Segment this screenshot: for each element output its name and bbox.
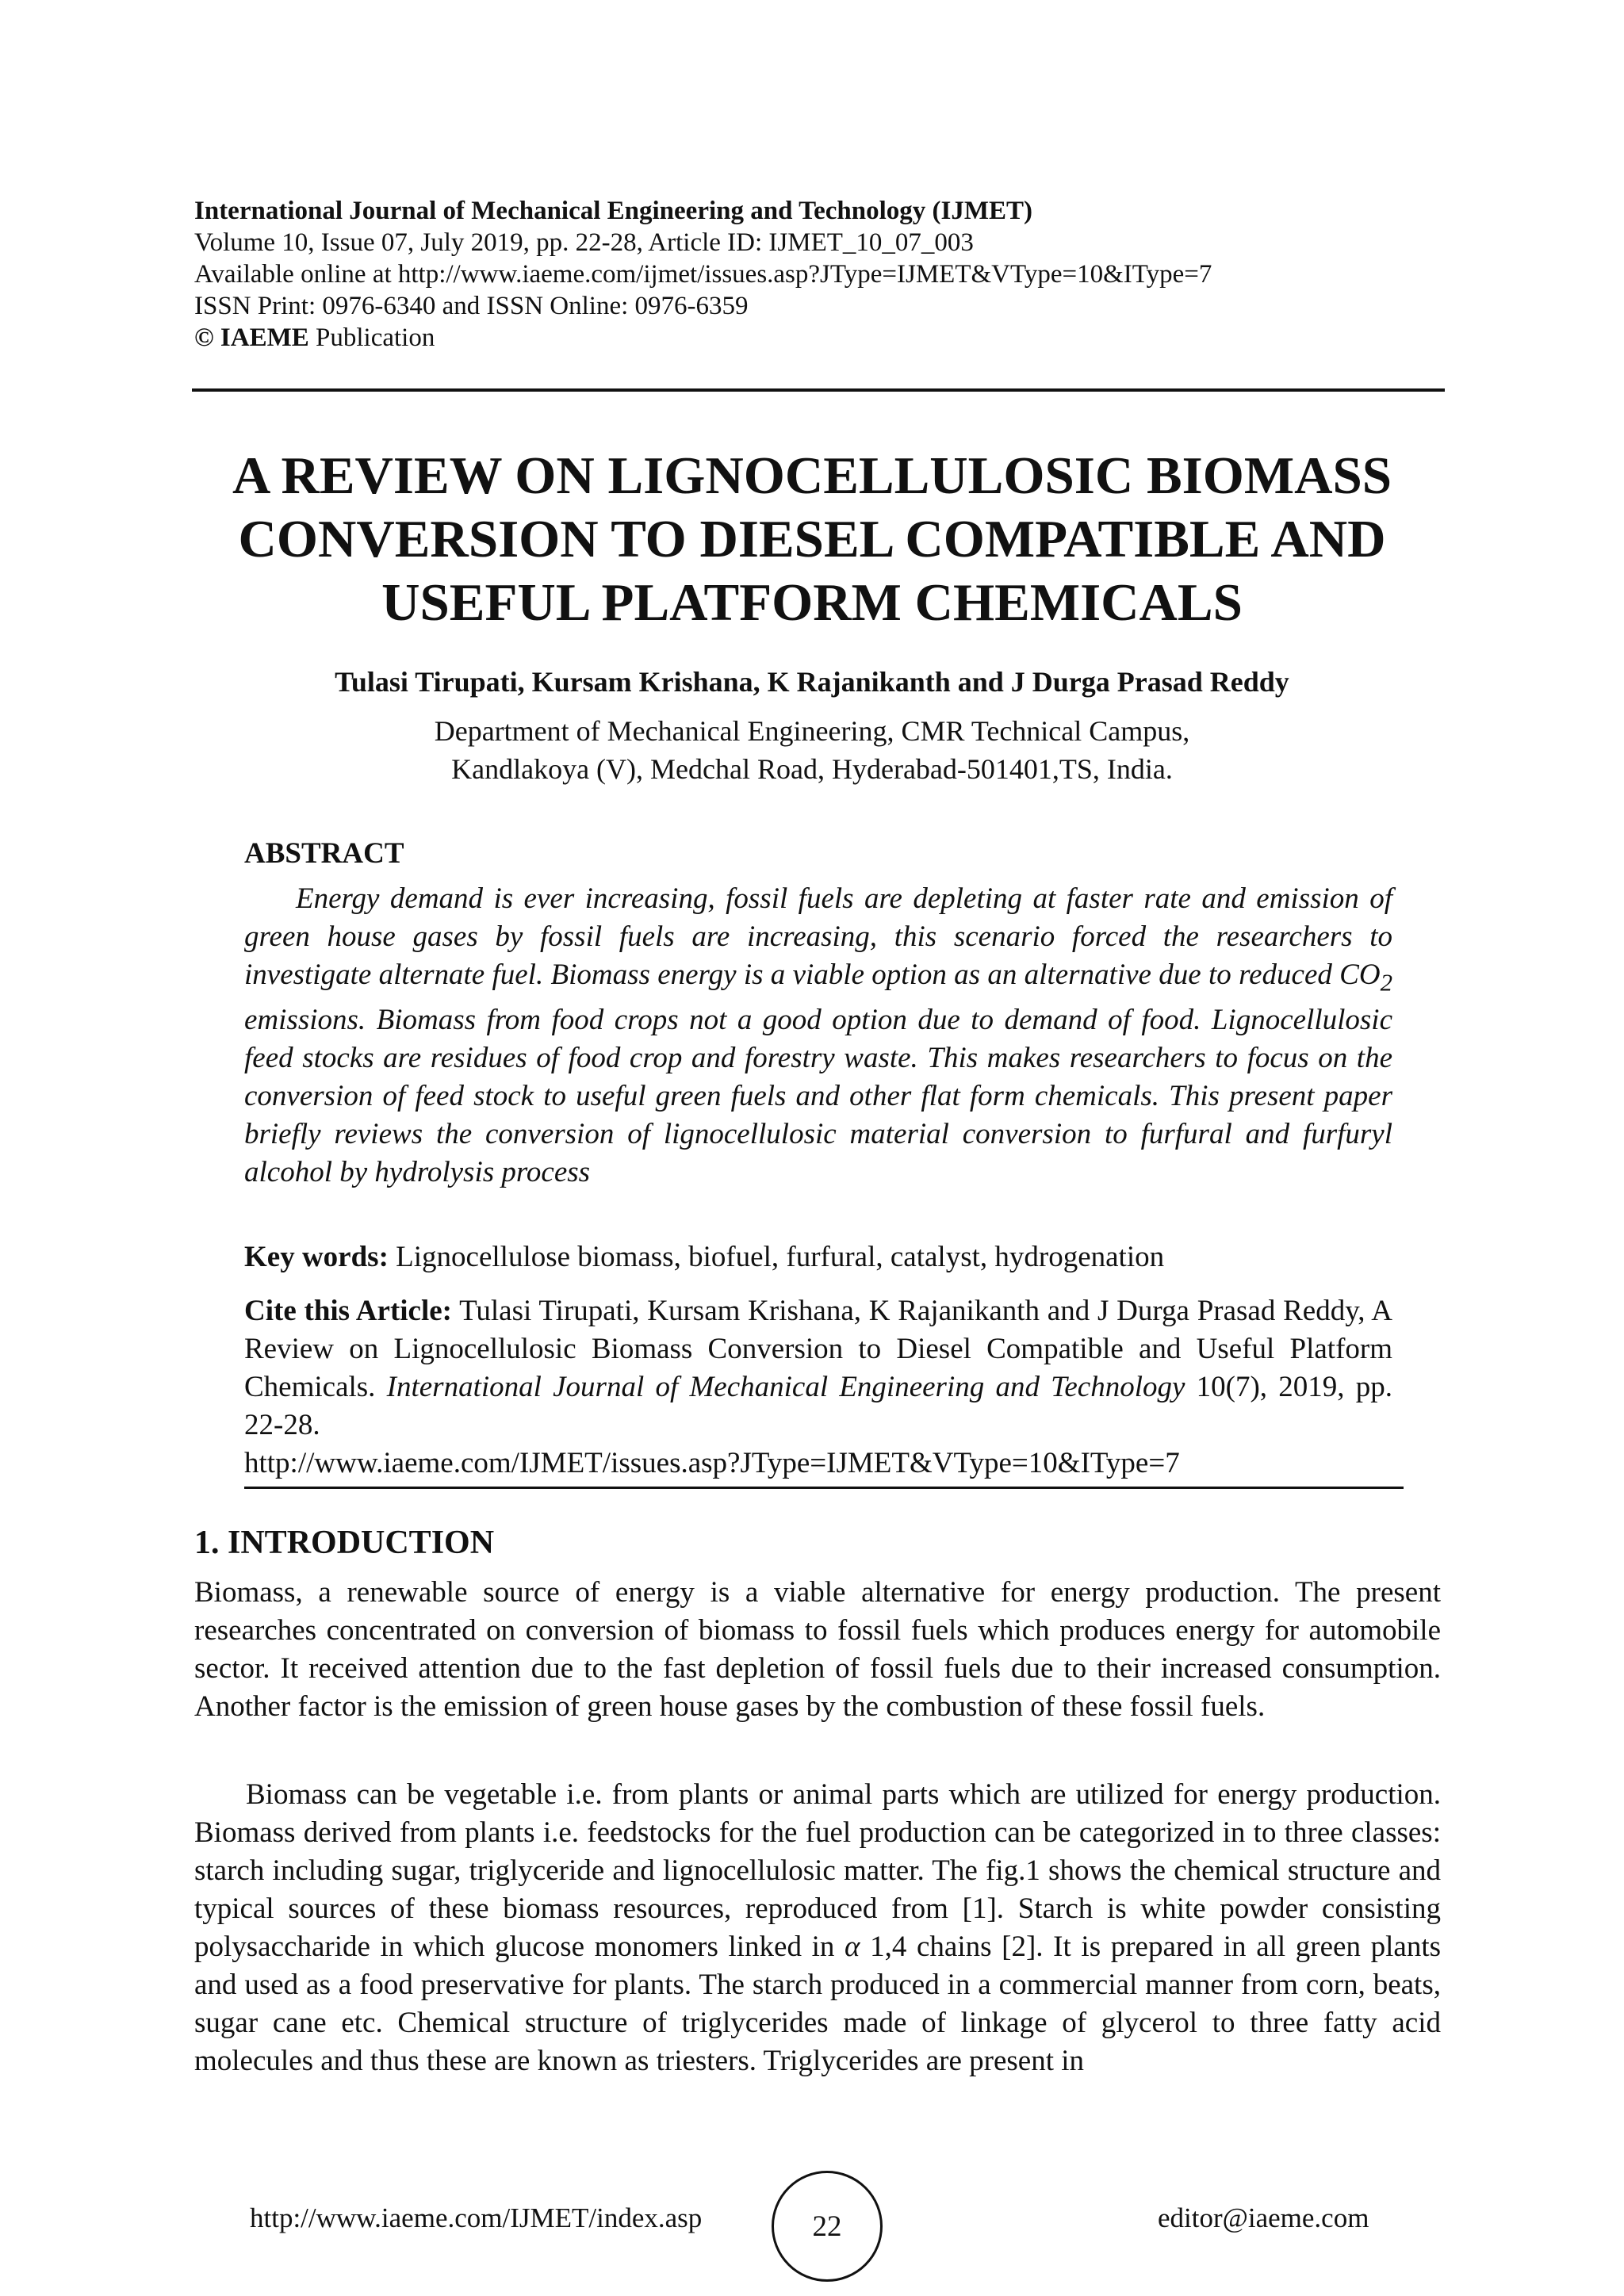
citation-label: Cite this Article:	[244, 1295, 452, 1327]
issn-info: ISSN Print: 0976-6340 and ISSN Online: 0976-6359	[194, 292, 749, 320]
affiliation-line-2: Kandlakoya (V), Medchal Road, Hyderabad-501401,TS, India.	[451, 753, 1173, 785]
abstract-text-part-2: emissions. Biomass from food crops not a good option due to demand of food. Lignocellulosic feed stocks are residues of food crop and forestry waste. This makes researchers to focus on the conversion of feed stock to useful green fuels and other flat form chemicals. This present paper briefly reviews the conversion of lignocellulosic material conversion to furfural and furfuryl alcohol by hydrolysis process	[244, 1004, 1392, 1189]
abstract-heading: ABSTRACT	[244, 837, 404, 870]
journal-name: International Journal of Mechanical Engineering and Technology (IJMET)	[194, 197, 1032, 225]
affiliation	[159, 712, 1465, 788]
publisher-mark: © IAEME	[194, 323, 309, 352]
page-number-circle	[772, 2171, 883, 2282]
citation-authors: Tulasi Tirupati, Kursam Krishana, K Rajanikanth and J Durga Prasad Reddy, A Review on Lignocellulosic Biomass Conversion to Diesel Compatible and Useful Platform Chemicals.	[244, 1295, 1392, 1403]
footer-journal-url[interactable]: http://www.iaeme.com/IJMET/index.asp	[250, 2202, 703, 2233]
journal-header	[194, 195, 1447, 354]
page-number: 22	[812, 2210, 842, 2243]
volume-info: Volume 10, Issue 07, July 2019, pp. 22-28, Article ID: IJMET_10_07_003	[194, 228, 974, 257]
keywords-text: Lignocellulose biomass, biofuel, furfural, catalyst, hydrogenation	[388, 1241, 1165, 1273]
intro-paragraph-2	[194, 1776, 1441, 2080]
intro-paragraph-1: Biomass, a renewable source of energy is a viable alternative for energy production. The present researches concentrated on conversion of biomass to fossil fuels which produces energy for automobile sector. It received attention due to the fast depletion of fossil fuels due to their increased consumption. Another factor is the emission of green house gases by the combustion of these fossil fuels.	[194, 1576, 1441, 1723]
authors: Tulasi Tirupati, Kursam Krishana, K Rajanikanth and J Durga Prasad Reddy	[335, 666, 1289, 698]
paper-title	[159, 444, 1465, 634]
publisher-line	[194, 322, 1447, 354]
title-line-3: USEFUL PLATFORM CHEMICALS	[381, 573, 1243, 632]
availability-url: Available online at http://www.iaeme.com/ijmet/issues.asp?JType=IJMET&VType=10&IType=7	[194, 260, 1212, 289]
citation-url[interactable]: http://www.iaeme.com/IJMET/issues.asp?JType=IJMET&VType=10&IType=7	[244, 1447, 1180, 1479]
footer-email[interactable]: editor@iaeme.com	[1158, 2202, 1369, 2233]
publisher-suffix: Publication	[308, 323, 435, 352]
citation-divider	[244, 1487, 1404, 1489]
title-line-1: A REVIEW ON LIGNOCELLULOSIC BIOMASS	[232, 446, 1392, 505]
keywords-label: Key words:	[244, 1241, 389, 1273]
intro-paragraph-2-part-1: Biomass can be vegetable i.e. from plants or animal parts which are utilized for energy production. Biomass derived from plants i.e. feedstocks for the fuel production can be categorized in to three classes: starch including sugar, triglyceride and lignocellulosic matter. The fig.1 shows the chemical structure and typical sources of these biomass resources, reproduced from [1]. Starch is white powder consisting polysaccharide in which glucose monomers linked in	[194, 1778, 1441, 1963]
citation-details: 10(7), 2019, pp. 22-28.	[244, 1371, 1392, 1441]
keywords	[244, 1238, 1392, 1276]
title-line-2: CONVERSION TO DIESEL COMPATIBLE AND	[238, 510, 1386, 568]
section-heading-introduction: 1. INTRODUCTION	[194, 1525, 495, 1561]
co2-subscript: 2	[1380, 969, 1392, 997]
intro-paragraph-2-part-2: 1,4 chains [2]. It is prepared in all green plants and used as a food preservative for plants. The starch produced in a commercial manner from corn, beats, sugar cane etc. Chemical structure of triglycerides made of linkage of glycerol to three fatty acid molecules and thus these are known as triesters. Triglycerides are present in	[194, 1931, 1441, 2077]
page-footer	[0, 2171, 1624, 2282]
alpha-symbol: α	[845, 1931, 860, 1963]
citation	[244, 1292, 1392, 1483]
affiliation-line-1: Department of Mechanical Engineering, CMR Technical Campus,	[434, 715, 1190, 747]
abstract-text-part-1: Energy demand is ever increasing, fossil fuels are depleting at faster rate and emission of green house gases by fossil fuels are increasing, this scenario forced the researchers to investigate alternate fuel. Biomass energy is a viable option as an alternative due to reduced CO	[244, 882, 1392, 991]
citation-journal: International Journal of Mechanical Engineering and Technology	[386, 1371, 1185, 1403]
abstract-text	[244, 880, 1392, 1192]
header-divider	[192, 388, 1445, 392]
